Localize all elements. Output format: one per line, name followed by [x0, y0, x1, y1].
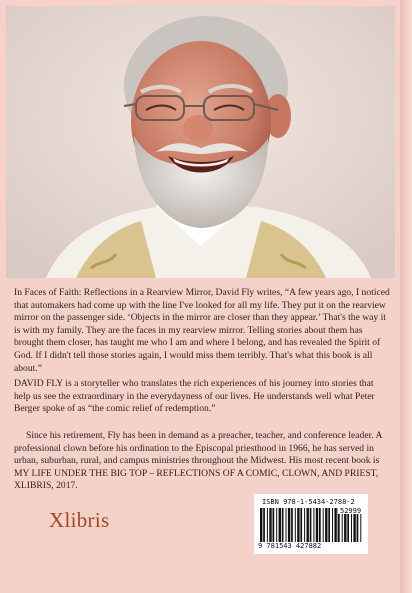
barcode-bar: [288, 508, 290, 542]
barcode-bar: [342, 514, 343, 542]
barcode-bar: [310, 508, 312, 542]
barcode-bar: [351, 514, 352, 542]
author-bio-paragraph-1: DAVID FLY is a storyteller who translates the rich experiences of his journey into stories that help us see the extraordinary in the everydayness of our lives. He understands well what Peter Berger spoke of as “the comic relief of redemption.”: [14, 378, 375, 415]
barcode-bar: [297, 508, 299, 542]
barcode-bar: [295, 508, 296, 542]
barcode-bar: [344, 514, 346, 542]
barcode-bar: [316, 508, 318, 542]
barcode-bar: [269, 508, 271, 542]
barcode-bar: [291, 508, 293, 542]
barcode-digits: 9 781543 427882: [258, 542, 322, 550]
barcode-bar: [360, 514, 361, 542]
barcode-bar: [332, 508, 333, 542]
barcode-bar: [273, 508, 275, 542]
barcode-bars: [260, 508, 338, 542]
barcode-bar: [325, 508, 327, 542]
barcode-addon-bars: [338, 514, 362, 544]
barcode-bar: [319, 508, 321, 542]
barcode-bar: [263, 508, 265, 542]
spine-edge: [400, 0, 412, 593]
barcode-bar: [300, 508, 302, 542]
barcode-bar: [313, 508, 314, 542]
barcode-bar: [307, 508, 309, 542]
barcode-bar: [338, 514, 340, 542]
isbn-label: ISBN 978-1-5434-2788-2: [262, 498, 355, 506]
author-photo: [6, 6, 395, 278]
barcode-bar: [357, 514, 359, 542]
barcode-bar: [286, 508, 287, 542]
publisher-logo: Xlibris: [49, 508, 110, 532]
barcode-bar: [334, 508, 336, 542]
barcode-bar: [282, 508, 284, 542]
author-portrait-image: [6, 6, 395, 278]
barcode-bar: [279, 508, 281, 542]
isbn-barcode: [254, 494, 368, 554]
barcode-bar: [353, 514, 355, 542]
barcode-bar: [323, 508, 324, 542]
barcode-bar: [276, 508, 277, 542]
barcode-bar: [267, 508, 268, 542]
barcode-bar: [304, 508, 305, 542]
author-bio-paragraph-2: Since his retirement, Fly has been in demand as a preacher, teacher, and conference leader. A professional clown before his ordination to the Episcopal priesthood in 1966, he has served in urban, suburban, rural, and campus ministries throughout the Midwest. His most recent book is MY LIFE UNDER THE BIG TOP – REFLECTIONS OF A COMIC, CLOWN, AND PRIEST, XLIBRIS, 2017.: [14, 430, 382, 492]
barcode-bar: [260, 508, 262, 542]
barcode-bar: [347, 514, 349, 542]
barcode-addon-digits: 52999: [340, 507, 362, 515]
book-blurb: In Faces of Faith: Reflections in a Rearview Mirror, David Fly writes, “A few years ago, I noticed that automakers had come up with the line I've looked for all my life. They put it on the rearview mirror on the passenger side. ‘Objects in the mirror are closer than they appear.’ That's the way it is with my family. They are the faces in my rearview mirror. Telling stories about them has brought them closer, has taught me who I am and where I belong, and has revealed the Spirit of God. If I didn't tell those stories again, I would miss them terribly. That's what this book is all about.”: [14, 287, 390, 374]
barcode-bar: [328, 508, 330, 542]
